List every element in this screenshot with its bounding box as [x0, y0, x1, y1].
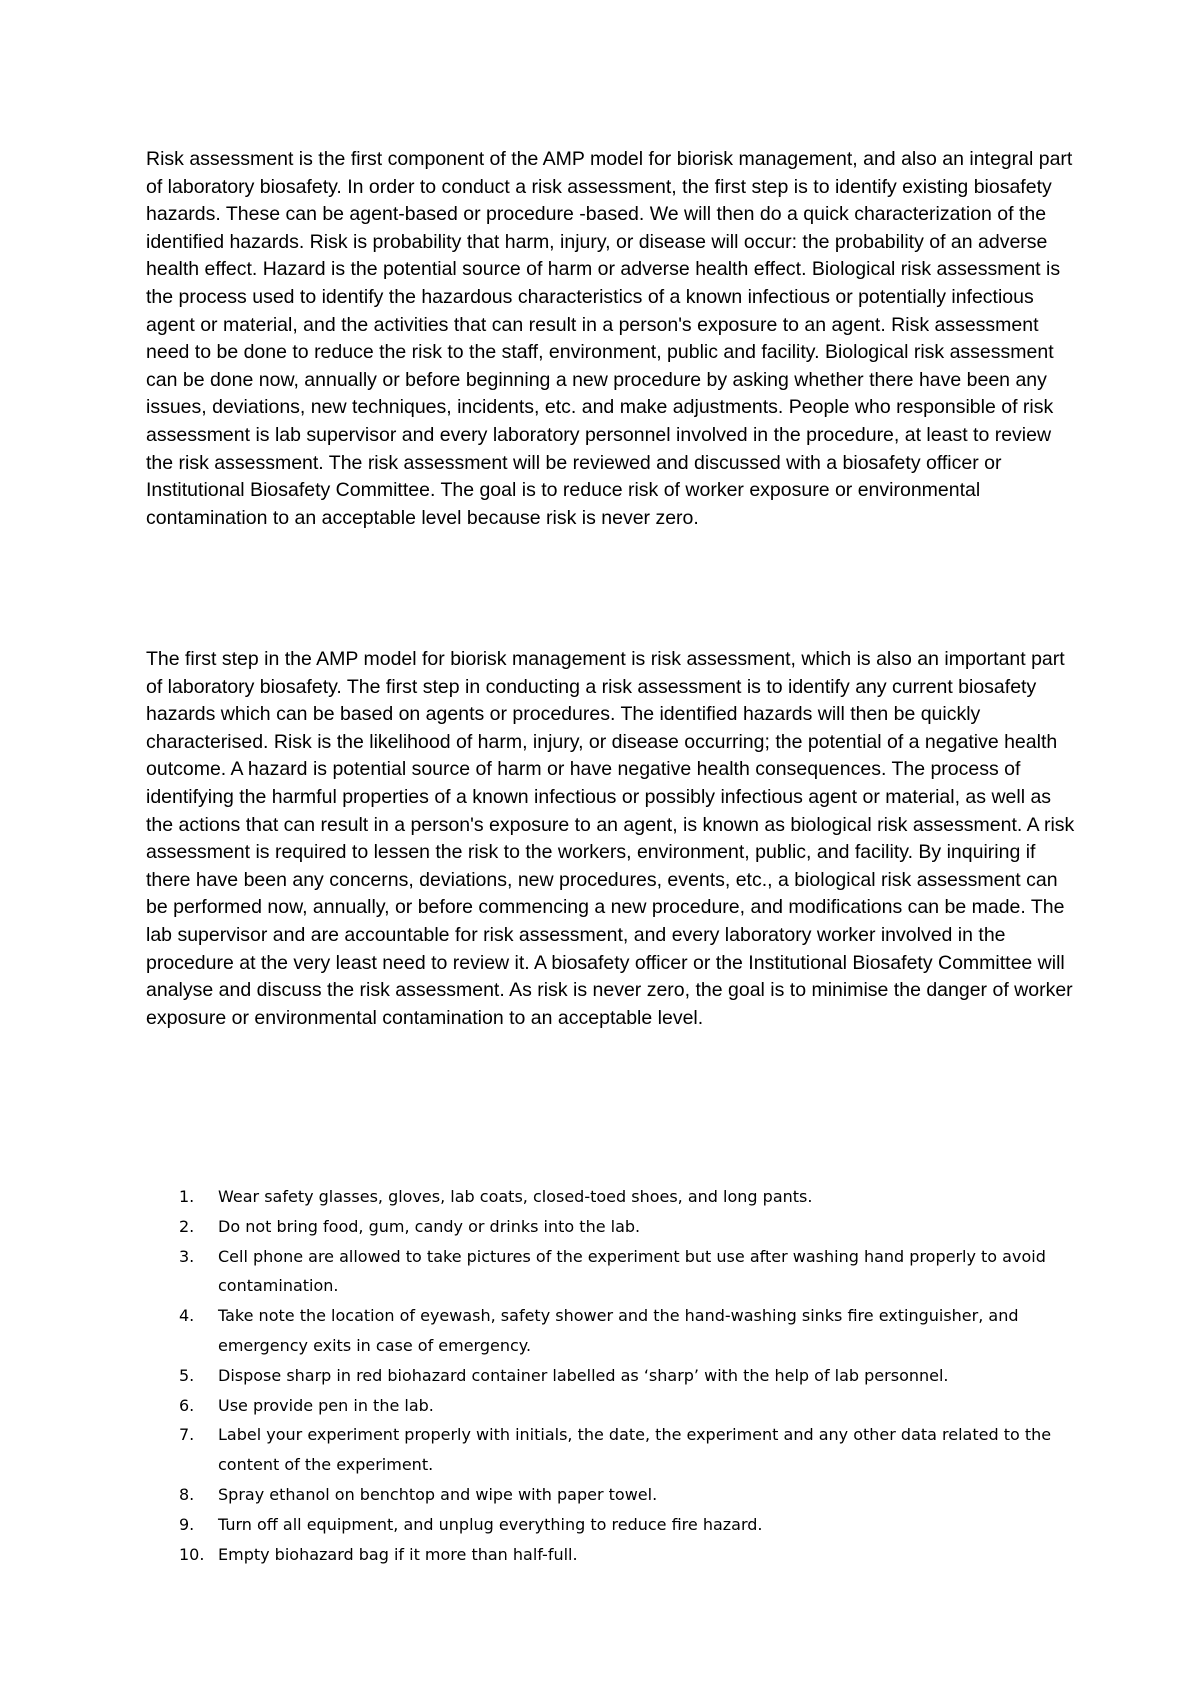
- list-item-number: 8.: [179, 1484, 195, 1504]
- list-item-number: 9.: [179, 1514, 195, 1534]
- list-item: [146, 1301, 1076, 1361]
- list-item: [146, 1242, 1076, 1302]
- list-item-number: 2.: [179, 1216, 195, 1236]
- list-item: [146, 1361, 1076, 1391]
- list-item: [146, 1480, 1076, 1510]
- list-item-text: Use provide pen in the lab.: [218, 1395, 434, 1415]
- list-item-text: Empty biohazard bag if it more than half-full.: [218, 1544, 578, 1564]
- list-item-text: Dispose sharp in red biohazard container labelled as ‘sharp’ with the help of lab personnel.: [218, 1365, 949, 1385]
- list-item-text: Cell phone are allowed to take pictures of the experiment but use after washing hand properly to avoid contamination.: [218, 1246, 1046, 1296]
- list-item-number: 10.: [179, 1544, 205, 1564]
- list-item-number: 6.: [179, 1395, 195, 1415]
- lab-rules-list: [146, 1182, 1076, 1569]
- list-item-text: Take note the location of eyewash, safety shower and the hand-washing sinks fire extinguisher, and emergency exits in case of emergency.: [218, 1306, 1019, 1355]
- list-item-text: Wear safety glasses, gloves, lab coats, closed-toed shoes, and long pants.: [218, 1187, 813, 1206]
- list-item-number: 7.: [179, 1425, 195, 1445]
- list-item-number: 4.: [179, 1306, 195, 1326]
- list-item-text: Spray ethanol on benchtop and wipe with paper towel.: [218, 1484, 658, 1504]
- list-item-number: 5.: [179, 1365, 195, 1385]
- paragraph-risk-assessment: Risk assessment is the first component of the AMP model for biorisk management, and also an integral part of laboratory biosafety. In order to conduct a risk assessment, the first step is to identify existing biosafety hazards. These can be agent-based or procedure -based. We will then do a quick characterization of the identified hazards. Risk is probability that harm, injury, or disease will occur: the probability of an adverse health effect. Hazard is the potential source of harm or adverse health effect. Biological risk assessment is the process used to identify the hazardous characteristics of a known infectious or potentially infectious agent or material, and the activities that can result in a person's exposure to an agent. Risk assessment need to be done to reduce the risk to the staff, environment, public and facility. Biological risk assessment can be done now, annually or before beginning a new procedure by asking whether there have been any issues, deviations, new techniques, incidents, etc. and make adjustments. People who responsible of risk assessment is lab supervisor and every laboratory personnel involved in the procedure, at least to review the risk assessment. The risk assessment will be reviewed and discussed with a biosafety officer or Institutional Biosafety Committee. The goal is to reduce risk of worker exposure or environmental contamination to an acceptable level because risk is never zero.: [146, 148, 1073, 529]
- list-item-number: 3.: [179, 1246, 195, 1266]
- list-item-number: 1.: [179, 1187, 195, 1206]
- list-item: [146, 1391, 1076, 1421]
- list-item: [146, 1540, 1076, 1570]
- list-item: [146, 1212, 1076, 1242]
- list-item-text: Label your experiment properly with initials, the date, the experiment and any other data related to the content of the experiment.: [218, 1425, 1052, 1475]
- list-item-text: Do not bring food, gum, candy or drinks into the lab.: [218, 1216, 641, 1236]
- list-item: [146, 1510, 1076, 1540]
- paragraph-risk-assessment-paraphrase: The first step in the AMP model for biorisk management is risk assessment, which is also an important part of laboratory biosafety. The first step in conducting a risk assessment is to identify any current biosafety hazards which can be based on agents or procedures. The identified hazards will then be quickly characterised. Risk is the likelihood of harm, injury, or disease occurring; the potential of a negative health outcome. A hazard is potential source of harm or have negative health consequences. The process of identifying the harmful properties of a known infectious or possibly infectious agent or material, as well as the actions that can result in a person's exposure to an agent, is known as biological risk assessment. A risk assessment is required to lessen the risk to the workers, environment, public, and facility. By inquiring if there have been any concerns, deviations, new procedures, events, etc., a biological risk assessment can be performed now, annually, or before commencing a new procedure, and modifications can be made. The lab supervisor and are accountable for risk assessment, and every laboratory worker involved in the procedure at the very least need to review it. A biosafety officer or the Institutional Biosafety Committee will analyse and discuss the risk assessment. As risk is never zero, the goal is to minimise the danger of worker exposure or environmental contamination to an acceptable level.: [146, 648, 1075, 1029]
- list-item: [146, 1420, 1076, 1480]
- list-item: [146, 1182, 1076, 1212]
- list-item-text: Turn off all equipment, and unplug everything to reduce fire hazard.: [218, 1514, 763, 1534]
